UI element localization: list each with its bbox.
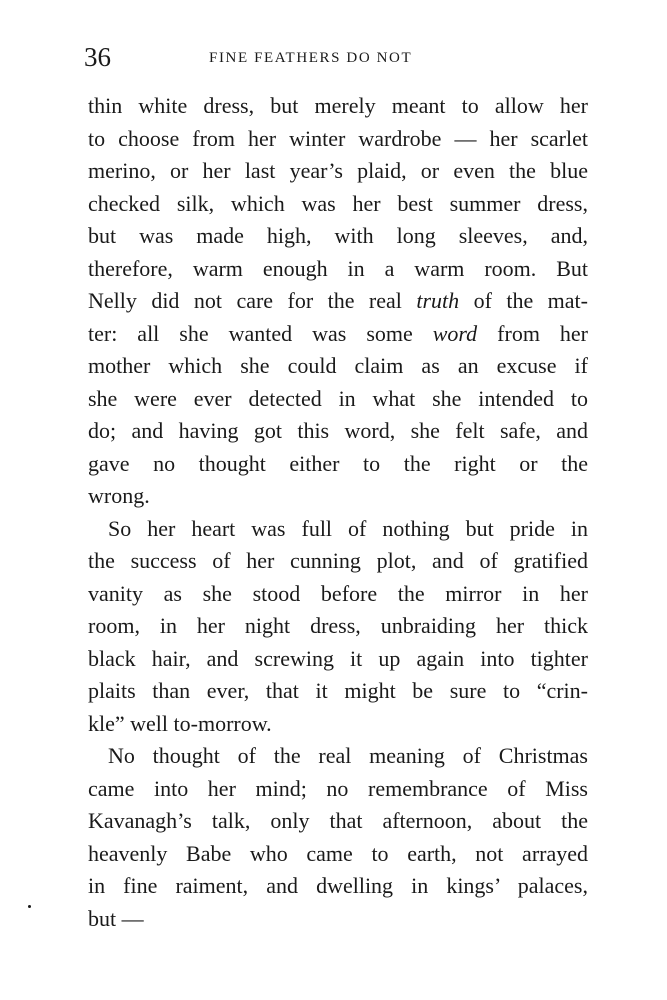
emphasis-word: word xyxy=(432,320,478,346)
text-run: Nelly did not care for the real xyxy=(88,288,417,313)
text-run: ter: all she wanted was some xyxy=(88,320,433,346)
text-line: kle” well to-morrow. xyxy=(88,710,272,736)
emphasis-truth: truth xyxy=(416,288,460,313)
text-line xyxy=(88,285,588,318)
text-line: Kavanagh’s talk, only that afternoon, about the xyxy=(88,808,588,833)
text-line: she were ever detected in what she intended to xyxy=(88,385,588,411)
text-line: mother which she could claim as an excuse if xyxy=(88,353,588,378)
text-line: wrong. xyxy=(88,483,150,508)
body-text xyxy=(88,90,588,935)
text-line: came into her mind; no remembrance of Miss xyxy=(88,775,588,801)
text-line: gave no thought either to the right or the xyxy=(88,450,588,476)
text-run: of the mat- xyxy=(459,288,588,313)
margin-speck xyxy=(28,905,31,908)
text-line: the success of her cunning plot, and of gratified xyxy=(88,548,588,573)
text-line: checked silk, which was her best summer dress, xyxy=(88,190,588,216)
text-line: room, in her night dress, unbraiding her thick xyxy=(88,613,588,638)
page-header xyxy=(84,40,584,74)
page-number: 36 xyxy=(84,42,111,72)
text-line: vanity as she stood before the mirror in her xyxy=(88,580,588,606)
text-line: black hair, and screwing it up again into tighter xyxy=(88,645,588,671)
text-line: heavenly Babe who came to earth, not arrayed xyxy=(88,840,588,866)
text-line: therefore, warm enough in a warm room. But xyxy=(88,255,588,281)
running-head: FINE FEATHERS DO NOT xyxy=(209,50,413,66)
text-line: merino, or her last year’s plaid, or even the blue xyxy=(88,158,588,183)
text-line: to choose from her winter wardrobe — her scarlet xyxy=(88,125,588,151)
text-line: No thought of the real meaning of Christmas xyxy=(108,743,588,768)
text-line: in fine raiment, and dwelling in kings’ palaces, xyxy=(88,873,588,898)
text-line: thin white dress, but merely meant to allow her xyxy=(88,93,588,118)
text-run: from her xyxy=(477,320,589,346)
text-line: but was made high, with long sleeves, and, xyxy=(88,223,588,248)
text-line: plaits than ever, that it might be sure to “crin- xyxy=(88,678,588,703)
text-line xyxy=(88,318,588,351)
text-line: do; and having got this word, she felt safe, and xyxy=(88,418,588,443)
text-line: but — xyxy=(88,905,144,931)
text-line: So her heart was full of nothing but pride in xyxy=(108,515,588,541)
